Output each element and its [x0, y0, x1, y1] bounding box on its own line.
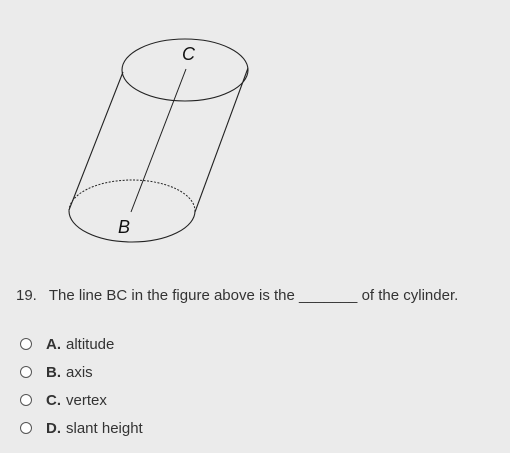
point-b-label: B: [118, 217, 131, 237]
question-prompt: The line BC in the figure above is the _______ of the cylinder.: [48, 287, 459, 304]
option-b[interactable]: [20, 358, 143, 386]
radio-button-c[interactable]: [20, 394, 32, 406]
radio-button-a[interactable]: [20, 338, 32, 350]
option-c-letter: C.: [46, 391, 61, 409]
option-a-text: altitude: [66, 335, 115, 353]
radio-button-d[interactable]: [20, 422, 32, 434]
option-b-letter: B.: [46, 363, 61, 381]
bottom-base-hidden-arc: [69, 180, 195, 211]
option-c-text: vertex: [66, 391, 107, 409]
option-a[interactable]: [20, 330, 143, 358]
bottom-base-visible-arc: [69, 211, 195, 242]
axis-line-bc: [131, 69, 186, 212]
answer-options: [20, 330, 143, 442]
radio-button-b[interactable]: [20, 366, 32, 378]
option-b-text: axis: [66, 363, 93, 381]
option-d[interactable]: [20, 414, 143, 442]
right-side-line: [195, 68, 248, 212]
option-a-letter: A.: [46, 335, 61, 353]
option-d-text: slant height: [66, 419, 143, 437]
point-c-label: C: [182, 44, 195, 64]
question-number: 19.: [16, 287, 37, 304]
left-side-line: [69, 72, 123, 210]
option-d-letter: D.: [46, 419, 61, 437]
question-text: [16, 287, 458, 304]
option-c[interactable]: [20, 386, 143, 414]
